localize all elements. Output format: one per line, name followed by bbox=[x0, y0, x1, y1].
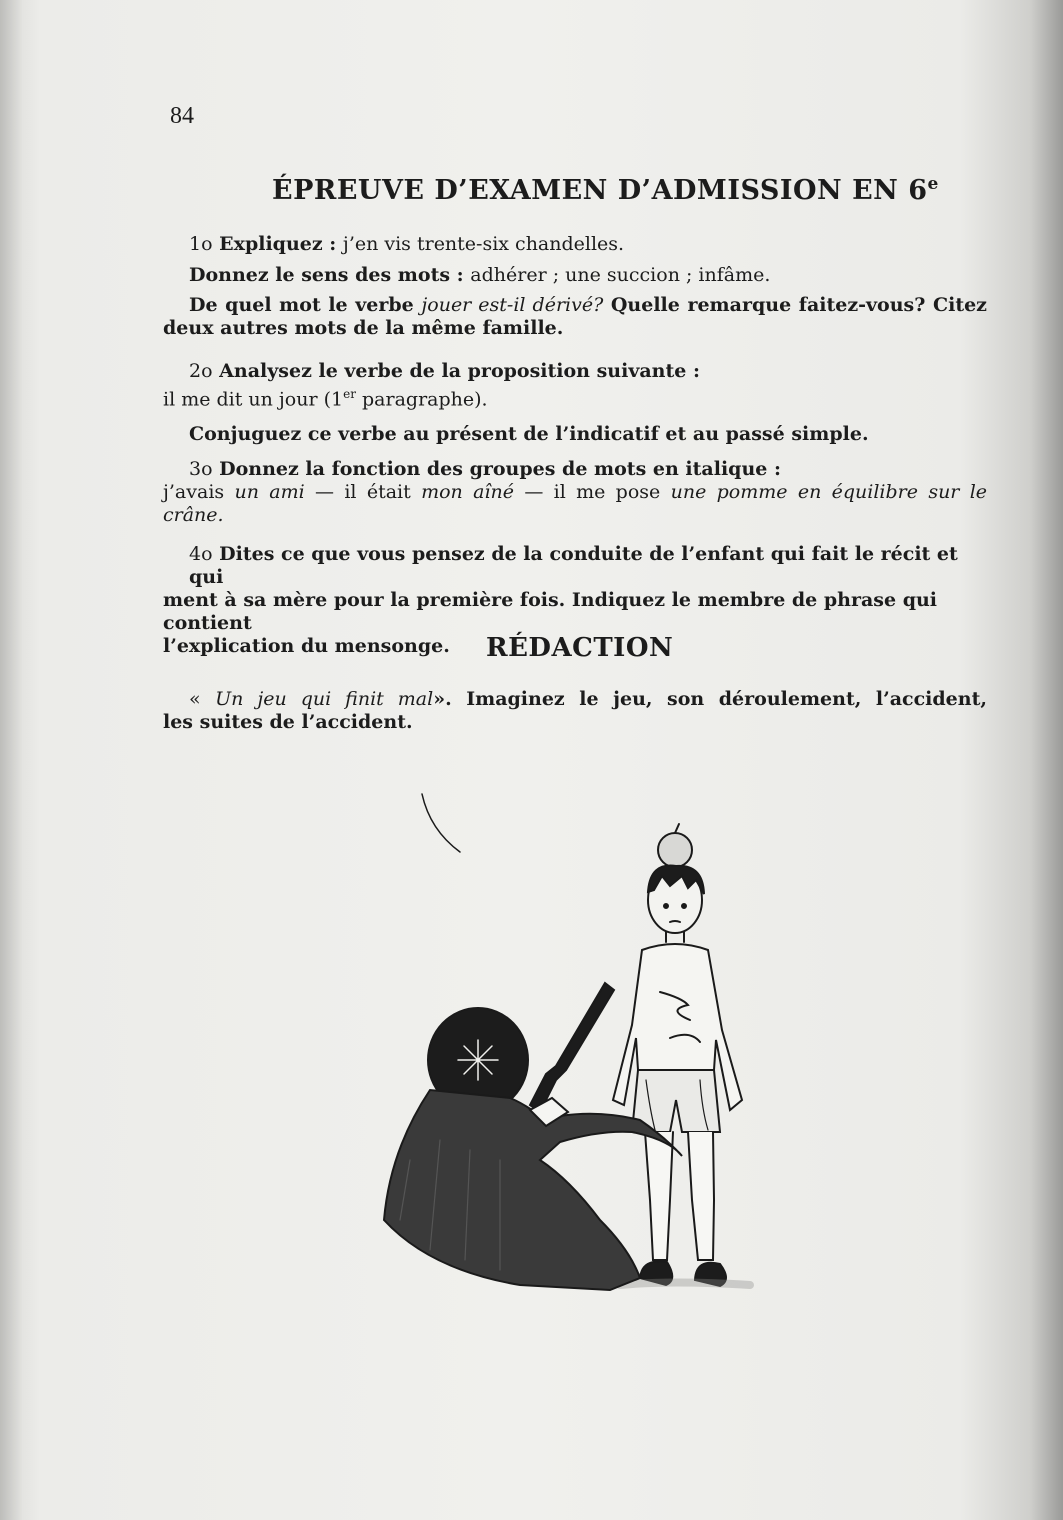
redaction-text bbox=[163, 688, 987, 734]
page-edge-shadow bbox=[0, 0, 22, 1520]
q1-line-4: deux autres mots de la même famille. bbox=[163, 317, 564, 339]
rifle-icon bbox=[530, 983, 614, 1112]
question-1 bbox=[163, 233, 987, 340]
q2-text-sup: er bbox=[343, 387, 356, 401]
redaction-title: RÉDACTION bbox=[486, 633, 674, 663]
q2-line-2 bbox=[163, 383, 987, 411]
page-number: 84 bbox=[170, 103, 194, 129]
q2-label: Analysez le verbe de la proposition suivante : bbox=[219, 360, 700, 382]
q1-line3-a: De quel mot le verbe bbox=[189, 294, 414, 316]
q1-line3-b: Quelle remarque faitez-vous? Citez bbox=[610, 294, 987, 316]
q3-t1: j’avais bbox=[163, 481, 225, 503]
page-title-sup: e bbox=[927, 174, 939, 194]
q1-line2-label: Donnez le sens des mots : bbox=[189, 264, 464, 286]
boy-with-apple-and-boy-with-rifle-illustration bbox=[370, 780, 790, 1320]
redaction-italic: Un jeu qui finit mal bbox=[215, 688, 434, 710]
q3-label: Donnez la fonction des groupes de mots en italique : bbox=[219, 458, 781, 480]
page-title bbox=[272, 174, 939, 206]
q3-i1: un ami bbox=[234, 481, 305, 503]
q1-line3-italic: jouer est-il dérivé? bbox=[421, 294, 604, 316]
redaction-open-quote: « bbox=[189, 688, 201, 710]
q1-line-2 bbox=[163, 264, 987, 287]
question-2 bbox=[163, 360, 987, 446]
q4-line-2: ment à sa mère pour la première fois. Indiquez le membre de phrase qui contient bbox=[163, 589, 938, 634]
q4-line1-text: Dites ce que vous pensez de la conduite de l’enfant qui fait le récit et qui bbox=[189, 543, 958, 588]
q3-line-2 bbox=[163, 481, 987, 504]
apple-icon bbox=[658, 833, 692, 867]
q3-number: 3o bbox=[189, 458, 213, 480]
q3-line-1 bbox=[163, 458, 987, 481]
q1-line2-text: adhérer ; une succion ; infâme. bbox=[470, 264, 771, 286]
redaction-line-1 bbox=[163, 688, 987, 711]
stray-mark-line bbox=[422, 794, 460, 852]
page-title-text: ÉPREUVE D’EXAMEN D’ADMISSION EN 6 bbox=[272, 175, 928, 206]
q1-text: j’en vis trente-six chandelles. bbox=[342, 233, 625, 255]
q2-line-1 bbox=[163, 360, 987, 383]
q4-line-1 bbox=[163, 543, 987, 589]
q4-line-3: l’explication du mensonge. bbox=[163, 635, 450, 657]
q3-line-3: crâne. bbox=[163, 504, 224, 526]
q3-i2: mon aîné bbox=[421, 481, 514, 503]
q2-text-b: paragraphe). bbox=[362, 388, 488, 411]
q2-text-a: il me dit un jour (1 bbox=[163, 388, 344, 411]
q1-line-1 bbox=[163, 233, 987, 256]
q3-t3: — il me pose bbox=[524, 481, 661, 503]
kneeling-boy-body bbox=[384, 1090, 682, 1290]
redaction-line-2: les suites de l’accident. bbox=[163, 711, 413, 733]
q1-label: Expliquez : bbox=[219, 233, 337, 255]
q2-line-3: Conjuguez ce verbe au présent de l’indicatif et au passé simple. bbox=[189, 423, 869, 446]
question-3 bbox=[163, 458, 987, 527]
q4-number: 4o bbox=[189, 543, 213, 565]
q3-t2: — il était bbox=[315, 481, 411, 503]
q1-number: 1o bbox=[189, 233, 213, 255]
q2-number: 2o bbox=[189, 360, 213, 382]
redaction-close: ». Imaginez le jeu, son déroulement, l’accident, bbox=[433, 688, 987, 710]
q1-line-3 bbox=[163, 294, 987, 317]
q3-i3: une pomme en équilibre sur le bbox=[670, 481, 988, 503]
